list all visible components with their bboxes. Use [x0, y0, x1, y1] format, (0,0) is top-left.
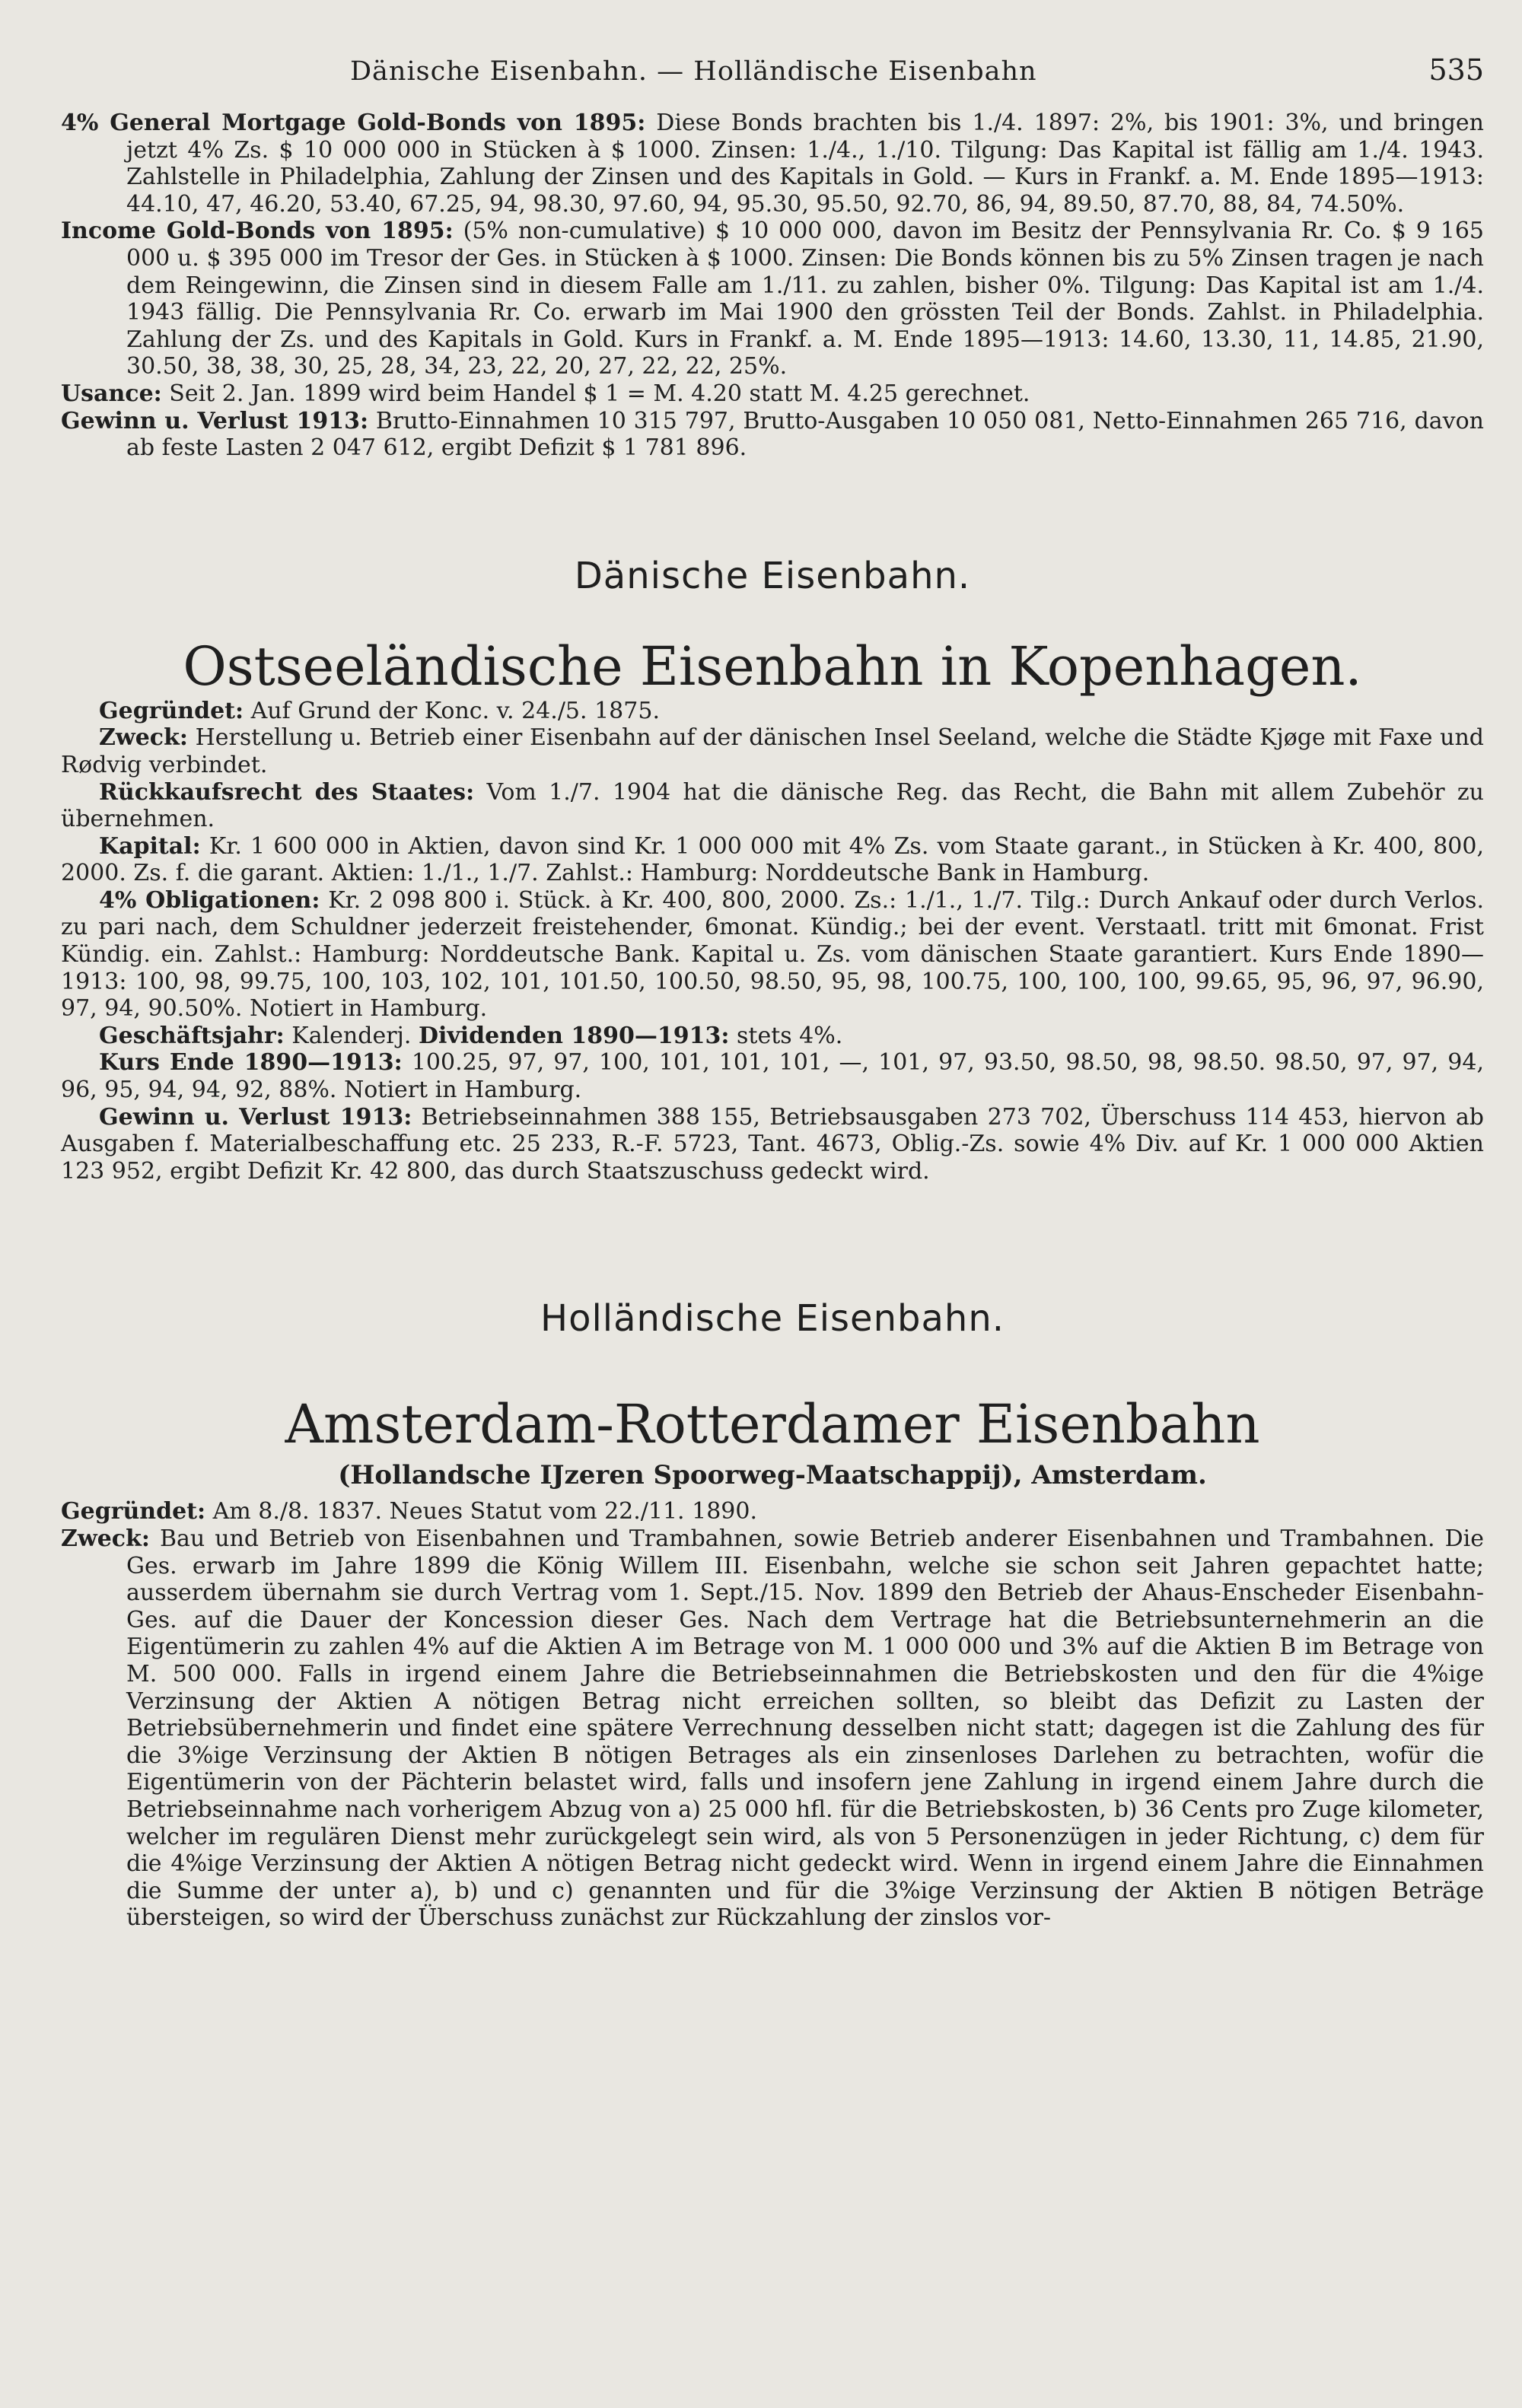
paragraph-zweck — [61, 724, 1484, 778]
paragraph-text: Bau und Betrieb von Eisenbahnen und Trambahnen, sowie Betrieb anderer Eisenbahnen und Trambahnen. Die Ges. erwarb im Jahre 1899 die König Willem III. Eisenbahn, welche sie schon seit Jahren gepachtet hatte; ausserdem übernahm sie durch Vertrag vom 1. Sept./15. Nov. 1899 den Betrieb der Ahaus-Enscheder Eisenbahn-Ges. auf die Dauer der Koncession dieser Ges. Nach dem Vertrage hat die Betriebsunternehmerin an die Eigentümerin zu zahlen 4% auf die Aktien A im Betrage von M. 1 000 000 und 3% auf die Aktien B im Betrage von M. 500 000. Falls in irgend einem Jahre die Betriebseinnahmen die Betriebskosten und den für die 4%ige Verzinsung der Aktien A nötigen Betrag nicht erreichen sollten, so bleibt das Defizit zu Lasten der Betriebsübernehmerin und findet eine spätere Verrechnung desselben nicht statt; dagegen ist die Zahlung des für die 3%ige Verzinsung der Aktien B nötigen Betrages als ein zinsenloses Darlehen zu betrachten, wofür die Eigentümerin von der Pächterin belastet wird, falls und insofern jene Zahlung in irgend einem Jahre durch die Betriebseinnahme nach vorherigem Abzug von a) 25 000 hfl. für die Betriebskosten, b) 36 Cents pro Zuge kilometer, welcher im regulären Dienst mehr zurückgelegt sein wird, als von 5 Personenzügen in jeder Richtung, c) dem für die 4%ige Verzinsung der Aktien A nötigen Betrag nicht gedeckt wird. Wenn in irgend einem Jahre die Einnahmen die Summe der unter a), b) und c) genannten und für die 3%ige Verzinsung der Aktien B nötigen Beträge übersteigen, so wird der Überschuss zunächst zur Rückzahlung der zinslos vor- — [126, 1525, 1484, 1932]
paragraph-geschaeftsjahr — [61, 1023, 1484, 1050]
paragraph-label: 4% General Mortgage Gold-Bonds von 1895: — [61, 110, 646, 136]
paragraph-zweck-dutch — [61, 1525, 1484, 1932]
company-title-ostseelaendische: Ostseeländische Eisenbahn in Kopenhagen. — [183, 635, 1362, 698]
paragraph-text: Kr. 2 098 800 i. Stück. à Kr. 400, 800, 2000. Zs.: 1./1., 1./7. Tilg.: Durch Ankauf oder durch Verlos. zu pari nach, dem Schuldner jederzeit freistehender, 6monat. Kündig.; bei der event. Verstaatl. tritt mit 6monat. Frist Kündig. ein. Zahlst.: Hamburg: Norddeutsche Bank. Kapital u. Zs. vom dänischen Staate garantiert. Kurs Ende 1890—1913: 100, 98, 99.75, 100, 103, 102, 101, 101.50, 100.50, 98.50, 95, 98, 100.75, 100, 100, 100, 99.65, 95, 96, 97, 96.90, 97, 94, 90.50%. Notiert in Hamburg. — [61, 886, 1484, 1023]
paragraph-text: Auf Grund der Konc. v. 24./5. 1875. — [244, 697, 660, 724]
paragraph-obligationen — [61, 887, 1484, 1023]
paragraph-gegruendet — [61, 698, 1484, 725]
paragraph-label: Gegründet: — [61, 1498, 206, 1525]
paragraph-label: Gegründet: — [99, 697, 244, 724]
paragraph-kapital — [61, 833, 1484, 887]
paragraph-label: Dividenden 1890—1913: — [418, 1022, 730, 1049]
paragraph-text: Vom 1./7. 1904 hat die dänische Reg. das Recht, die Bahn mit allem Zubehör zu übernehmen. — [61, 778, 1484, 833]
paragraph-label: Usance: — [61, 380, 162, 407]
paragraph-gewinn-verlust — [61, 1104, 1484, 1185]
company-title-amsterdam-rotterdam: Amsterdam-Rotterdamer Eisenbahn — [285, 1393, 1260, 1456]
section-heading-dutch: Holländische Eisenbahn. — [540, 1297, 1005, 1341]
paragraph-kurs — [61, 1049, 1484, 1103]
paragraph-gewinn-verlust-prev — [61, 408, 1484, 462]
paragraph-text: Kalenderj. — [284, 1022, 419, 1049]
paragraph-text: Am 8./8. 1837. Neues Statut vom 22./11. 1890. — [205, 1498, 758, 1525]
paragraph-gegruendet-dutch — [61, 1498, 1484, 1525]
paragraph-income-bonds — [61, 218, 1484, 380]
paragraph-text: Seit 2. Jan. 1899 wird beim Handel $ 1 = M. 4.20 statt M. 4.25 gerechnet. — [161, 380, 1030, 407]
paragraph-text: (5% non-cumulative) $ 10 000 000, davon im Besitz der Pennsylvania Rr. Co. $ 9 165 000 u. $ 395 000 im Tresor der Ges. in Stücken à $ 1000. Zinsen: Die Bonds können bis zu 5% Zinsen tragen je nach dem Reingewinn, die Zinsen sind in diesem Falle am 1./11. zu zahlen, bisher 0%. Tilgung: Das Kapital ist am 1./4. 1943 fällig. Die Pennsylvania Rr. Co. erwarb im Mai 1900 den grössten Teil der Bonds. Zahlst. in Philadelphia. Zahlung der Zs. und des Kapitals in Gold. Kurs in Frankf. a. M. Ende 1895—1913: 14.60, 13.30, 11, 14.85, 21.90, 30.50, 38, 38, 30, 25, 28, 34, 23, 22, 20, 27, 22, 22, 25%. — [126, 218, 1485, 380]
paragraph-label: Zweck: — [99, 724, 188, 752]
paragraph-text: Herstellung u. Betrieb einer Eisenbahn auf der dänischen Insel Seeland, welche die Städte Kjøge mit Faxe und Rødvig verbindet. — [61, 724, 1484, 778]
paragraph-text: Kr. 1 600 000 in Aktien, davon sind Kr. 1 000 000 mit 4% Zs. vom Staate garant., in Stücken à Kr. 400, 800, 2000. Zs. f. die garant. Aktien: 1./1., 1./7. Zahlst.: Hamburg: Norddeutsche Bank in Hamburg. — [61, 832, 1484, 887]
paragraph-text: Brutto-Einnahmen 10 315 797, Brutto-Ausgaben 10 050 081, Netto-Einnahmen 265 716, davon ab feste Lasten 2 047 612, ergibt Defizit $ 1 781 896. — [126, 407, 1484, 462]
paragraph-label: Gewinn u. Verlust 1913: — [61, 407, 369, 434]
section-heading-danish: Dänische Eisenbahn. — [574, 554, 971, 597]
company-subtitle: (Hollandsche IJzeren Spoorweg-Maatschappij), Amsterdam. — [338, 1460, 1207, 1491]
paragraph-label: 4% Obligationen: — [99, 886, 320, 914]
paragraph-label: Income Gold-Bonds von 1895: — [61, 218, 454, 245]
paragraph-label: Geschäftsjahr: — [99, 1022, 285, 1049]
paragraph-text: Diese Bonds brachten bis 1./4. 1897: 2%, bis 1901: 3%, und bringen jetzt 4% Zs. $ 10 000 000 in Stücken à $ 1000. Zinsen: 1./4., 1./10. Tilgung: Das Kapital ist fällig am 1./4. 1943. Zahlstelle in Philadelphia, Zahlung der Zinsen und des Kapitals in Gold. — Kurs in Frankf. a. M. Ende 1895—1913: 44.10, 47, 46.20, 53.40, 67.25, 94, 98.30, 97.60, 94, 95.30, 95.50, 92.70, 86, 94, 89.50, 87.70, 88, 84, 74.50%. — [126, 110, 1484, 218]
paragraph-label: Rückkaufsrecht des Staates: — [99, 778, 475, 806]
paragraph-label: Kurs Ende 1890—1913: — [99, 1049, 403, 1077]
paragraph-usance — [61, 380, 1484, 408]
paragraph-text: 100.25, 97, 97, 100, 101, 101, 101, —, 101, 97, 93.50, 98.50, 98, 98.50. 98.50, 97, 97, 94, 96, 95, 94, 94, 92, 88%. Notiert in Hamburg. — [61, 1049, 1485, 1104]
paragraph-text: stets 4%. — [729, 1022, 843, 1049]
paragraph-label: Gewinn u. Verlust 1913: — [99, 1103, 412, 1131]
page-number: 535 — [1428, 53, 1484, 87]
paragraph-label: Kapital: — [99, 832, 201, 860]
paragraph-general-mortgage-bonds — [61, 110, 1484, 218]
running-header — [61, 53, 1484, 87]
running-header-title: Dänische Eisenbahn. — Holländische Eisenbahn — [350, 56, 1037, 87]
paragraph-text: Betriebseinnahmen 388 155, Betriebsausgaben 273 702, Überschuss 114 453, hiervon ab Ausgaben f. Materialbeschaffung etc. 25 233, R.-F. 5723, Tant. 4673, Oblig.-Zs. sowie 4% Div. auf Kr. 1 000 000 Aktien 123 952, ergibt Defizit Kr. 42 800, das durch Staatszuschuss gedeckt wird. — [61, 1103, 1484, 1185]
paragraph-rueckkaufsrecht — [61, 779, 1484, 833]
paragraph-label: Zweck: — [61, 1525, 150, 1552]
